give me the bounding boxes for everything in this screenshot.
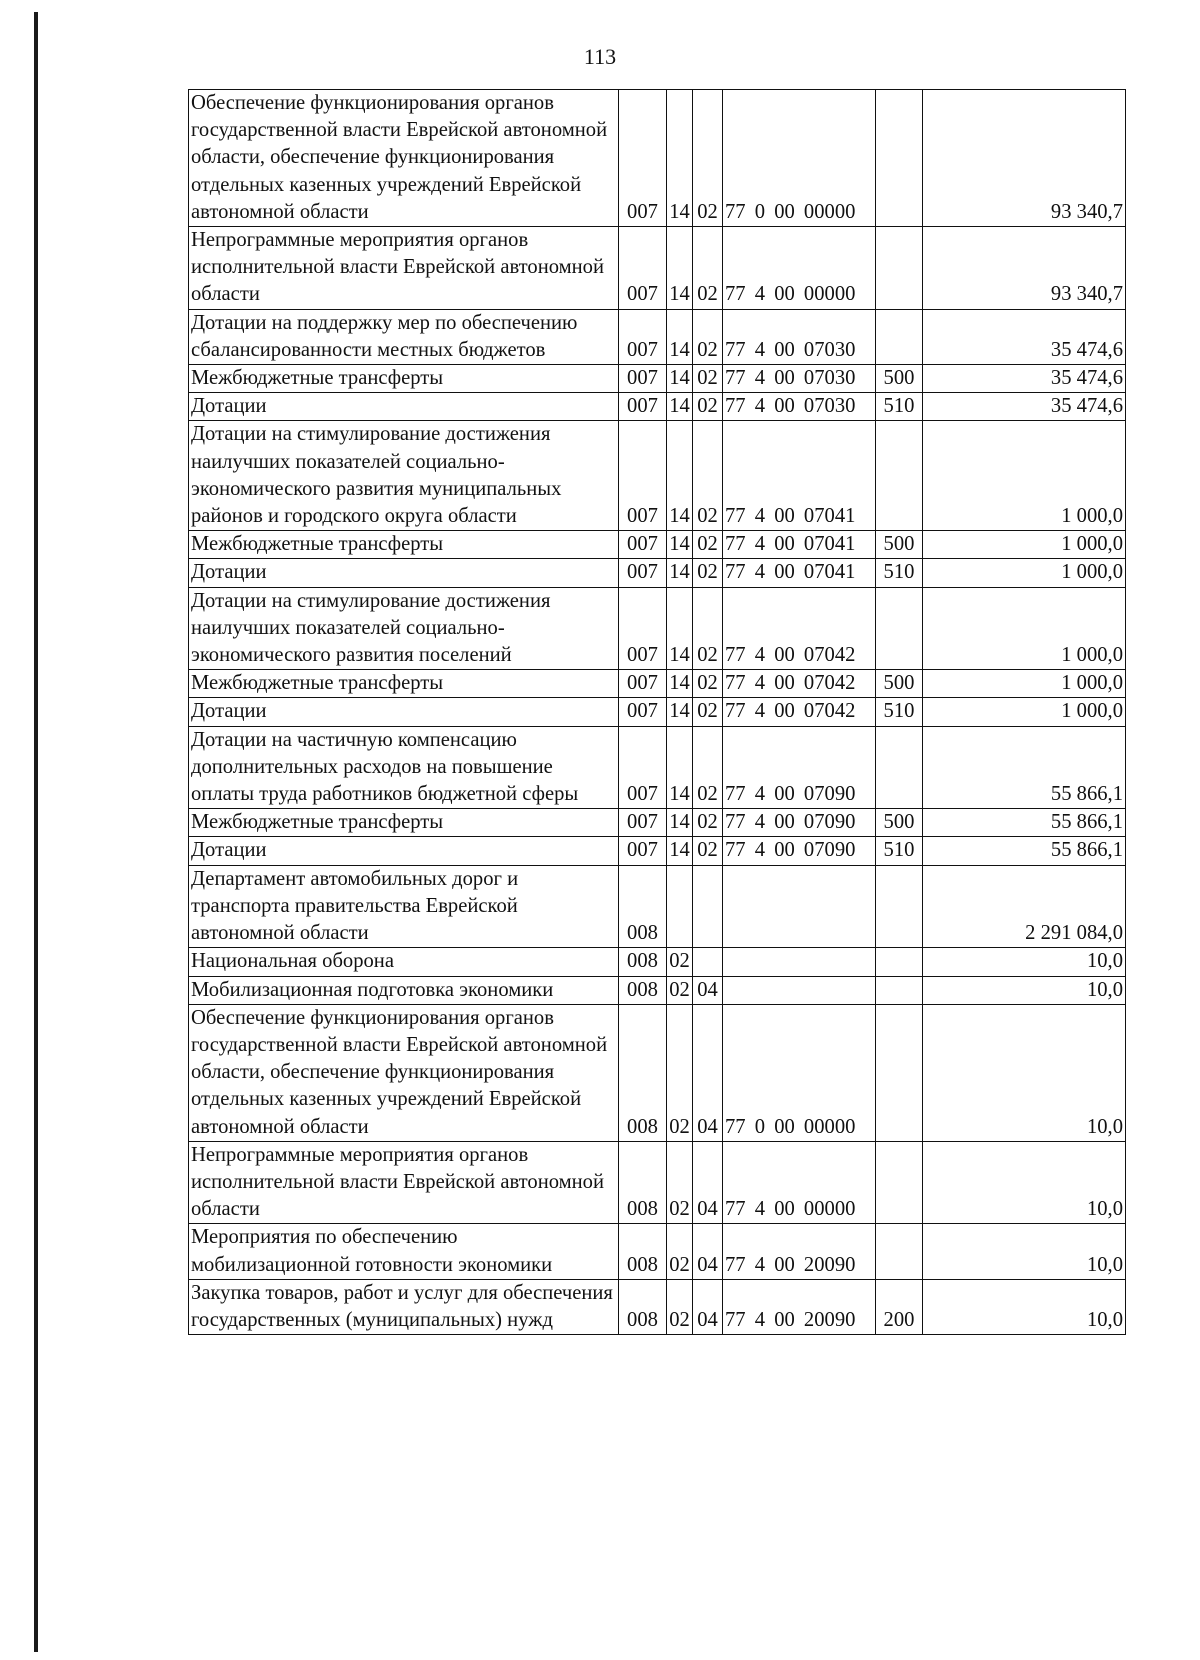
row-subsection-code: 02 (693, 309, 723, 364)
row-expense-type-code: 510 (876, 837, 923, 865)
row-target-code: 77 4 00 07030 (723, 365, 876, 393)
row-section-code: 14 (667, 587, 693, 670)
row-target-code: 77 4 00 20090 (723, 1279, 876, 1334)
table-row (189, 587, 1126, 670)
table-row (189, 837, 1126, 865)
row-target-code: 77 4 00 07090 (723, 837, 876, 865)
row-subsection-code: 02 (693, 393, 723, 421)
row-name: Дотации (189, 393, 619, 421)
row-subsection-code: 02 (693, 698, 723, 726)
row-target-code: 77 4 00 00000 (723, 1141, 876, 1224)
row-department-code: 007 (619, 531, 667, 559)
row-amount: 55 866,1 (923, 726, 1126, 809)
row-amount: 93 340,7 (923, 90, 1126, 227)
row-amount: 10,0 (923, 1141, 1126, 1224)
row-amount: 55 866,1 (923, 809, 1126, 837)
row-target-code: 77 4 00 07042 (723, 698, 876, 726)
table-row (189, 865, 1126, 948)
table-row (189, 421, 1126, 531)
row-target-code: 77 4 00 20090 (723, 1224, 876, 1279)
row-name: Дотации (189, 837, 619, 865)
table-row (189, 1224, 1126, 1279)
row-subsection-code: 02 (693, 559, 723, 587)
row-department-code: 007 (619, 365, 667, 393)
row-target-code: 77 4 00 07030 (723, 309, 876, 364)
row-target-code: 77 0 00 00000 (723, 1004, 876, 1141)
row-section-code: 02 (667, 976, 693, 1004)
row-expense-type-code (876, 865, 923, 948)
row-amount: 1 000,0 (923, 670, 1126, 698)
table-row (189, 227, 1126, 310)
row-name: Непрограммные мероприятия органов исполнительной власти Еврейской автономной области (189, 227, 619, 310)
row-amount: 1 000,0 (923, 587, 1126, 670)
row-department-code: 007 (619, 421, 667, 531)
row-section-code: 02 (667, 1279, 693, 1334)
budget-table (188, 89, 1126, 1335)
row-subsection-code: 02 (693, 227, 723, 310)
row-amount: 10,0 (923, 1004, 1126, 1141)
row-name: Межбюджетные трансферты (189, 531, 619, 559)
table-row (189, 976, 1126, 1004)
row-name: Мобилизационная подготовка экономики (189, 976, 619, 1004)
row-amount: 55 866,1 (923, 837, 1126, 865)
row-subsection-code: 02 (693, 587, 723, 670)
row-section-code: 02 (667, 1224, 693, 1279)
row-target-code: 77 4 00 07042 (723, 670, 876, 698)
row-subsection-code: 04 (693, 1004, 723, 1141)
row-name: Дотации на стимулирование достижения наилучших показателей социально-экономического развития поселений (189, 587, 619, 670)
row-department-code: 007 (619, 670, 667, 698)
row-amount: 1 000,0 (923, 559, 1126, 587)
row-department-code: 007 (619, 90, 667, 227)
row-section-code: 14 (667, 837, 693, 865)
row-department-code: 008 (619, 948, 667, 976)
row-section-code: 14 (667, 421, 693, 531)
table-row (189, 90, 1126, 227)
row-section-code: 14 (667, 726, 693, 809)
row-name: Обеспечение функционирования органов государственной власти Еврейской автономной области, обеспечение функционирования отдельных казенных учреждений Еврейской автономной области (189, 90, 619, 227)
budget-table-body (189, 90, 1126, 1335)
row-department-code: 008 (619, 976, 667, 1004)
row-section-code: 14 (667, 90, 693, 227)
row-section-code: 14 (667, 531, 693, 559)
row-expense-type-code (876, 90, 923, 227)
row-department-code: 007 (619, 726, 667, 809)
row-department-code: 008 (619, 1004, 667, 1141)
row-expense-type-code (876, 227, 923, 310)
row-section-code: 14 (667, 365, 693, 393)
row-section-code: 14 (667, 809, 693, 837)
row-expense-type-code: 510 (876, 698, 923, 726)
row-amount: 35 474,6 (923, 365, 1126, 393)
row-department-code: 008 (619, 1141, 667, 1224)
row-subsection-code: 02 (693, 90, 723, 227)
row-department-code: 008 (619, 865, 667, 948)
row-name: Департамент автомобильных дорог и транспорта правительства Еврейской автономной области (189, 865, 619, 948)
table-row (189, 393, 1126, 421)
row-subsection-code: 02 (693, 421, 723, 531)
row-subsection-code: 02 (693, 531, 723, 559)
row-department-code: 007 (619, 837, 667, 865)
row-target-code: 77 4 00 07041 (723, 559, 876, 587)
row-target-code: 77 0 00 00000 (723, 90, 876, 227)
row-subsection-code: 02 (693, 670, 723, 698)
row-name: Национальная оборона (189, 948, 619, 976)
table-row (189, 559, 1126, 587)
row-amount: 35 474,6 (923, 393, 1126, 421)
row-section-code: 14 (667, 698, 693, 726)
row-expense-type-code: 200 (876, 1279, 923, 1334)
row-section-code: 14 (667, 227, 693, 310)
row-department-code: 008 (619, 1224, 667, 1279)
row-amount: 1 000,0 (923, 531, 1126, 559)
page-number: 113 (583, 44, 617, 69)
scan-edge-line (34, 12, 38, 1652)
row-department-code: 007 (619, 809, 667, 837)
table-row (189, 1279, 1126, 1334)
row-expense-type-code: 510 (876, 559, 923, 587)
table-row (189, 309, 1126, 364)
row-department-code: 007 (619, 559, 667, 587)
row-expense-type-code (876, 1224, 923, 1279)
row-expense-type-code: 510 (876, 393, 923, 421)
row-name: Межбюджетные трансферты (189, 809, 619, 837)
row-subsection-code: 04 (693, 1279, 723, 1334)
row-target-code (723, 948, 876, 976)
row-target-code: 77 4 00 07030 (723, 393, 876, 421)
row-subsection-code: 02 (693, 365, 723, 393)
row-name: Дотации на поддержку мер по обеспечению сбалансированности местных бюджетов (189, 309, 619, 364)
row-expense-type-code (876, 309, 923, 364)
row-section-code: 02 (667, 1141, 693, 1224)
row-subsection-code: 04 (693, 1224, 723, 1279)
row-target-code: 77 4 00 07041 (723, 421, 876, 531)
row-amount: 2 291 084,0 (923, 865, 1126, 948)
row-target-code (723, 865, 876, 948)
row-department-code: 007 (619, 698, 667, 726)
row-expense-type-code (876, 421, 923, 531)
row-subsection-code: 02 (693, 726, 723, 809)
row-target-code: 77 4 00 07090 (723, 726, 876, 809)
row-name: Дотации на частичную компенсацию дополнительных расходов на повышение оплаты труда работников бюджетной сферы (189, 726, 619, 809)
row-name: Обеспечение функционирования органов государственной власти Еврейской автономной области, обеспечение функционирования отдельных казенных учреждений Еврейской автономной области (189, 1004, 619, 1141)
row-section-code: 14 (667, 559, 693, 587)
row-expense-type-code: 500 (876, 809, 923, 837)
row-name: Межбюджетные трансферты (189, 670, 619, 698)
row-target-code: 77 4 00 07042 (723, 587, 876, 670)
table-row (189, 670, 1126, 698)
table-row (189, 809, 1126, 837)
row-amount: 10,0 (923, 1224, 1126, 1279)
row-name: Дотации на стимулирование достижения наилучших показателей социально-экономического развития муниципальных районов и городского округа области (189, 421, 619, 531)
table-row (189, 365, 1126, 393)
row-expense-type-code (876, 948, 923, 976)
row-section-code: 02 (667, 948, 693, 976)
table-row (189, 726, 1126, 809)
row-expense-type-code (876, 976, 923, 1004)
row-expense-type-code: 500 (876, 670, 923, 698)
row-expense-type-code (876, 587, 923, 670)
row-section-code (667, 865, 693, 948)
table-row (189, 1004, 1126, 1141)
row-section-code: 02 (667, 1004, 693, 1141)
row-expense-type-code (876, 1141, 923, 1224)
row-target-code: 77 4 00 00000 (723, 227, 876, 310)
table-row (189, 698, 1126, 726)
row-subsection-code: 02 (693, 809, 723, 837)
table-row (189, 531, 1126, 559)
row-amount: 93 340,7 (923, 227, 1126, 310)
row-name: Дотации (189, 559, 619, 587)
table-row (189, 1141, 1126, 1224)
row-department-code: 007 (619, 587, 667, 670)
row-name: Закупка товаров, работ и услуг для обеспечения государственных (муниципальных) нужд (189, 1279, 619, 1334)
row-expense-type-code (876, 726, 923, 809)
row-subsection-code: 04 (693, 1141, 723, 1224)
row-amount: 1 000,0 (923, 698, 1126, 726)
row-amount: 1 000,0 (923, 421, 1126, 531)
row-amount: 10,0 (923, 948, 1126, 976)
table-row (189, 948, 1126, 976)
row-name: Мероприятия по обеспечению мобилизационной готовности экономики (189, 1224, 619, 1279)
row-expense-type-code (876, 1004, 923, 1141)
row-amount: 10,0 (923, 1279, 1126, 1334)
row-expense-type-code: 500 (876, 365, 923, 393)
row-name: Дотации (189, 698, 619, 726)
row-department-code: 007 (619, 393, 667, 421)
row-section-code: 14 (667, 309, 693, 364)
row-target-code (723, 976, 876, 1004)
row-department-code: 008 (619, 1279, 667, 1334)
row-target-code: 77 4 00 07041 (723, 531, 876, 559)
row-amount: 35 474,6 (923, 309, 1126, 364)
row-subsection-code: 04 (693, 976, 723, 1004)
row-subsection-code (693, 865, 723, 948)
row-name: Непрограммные мероприятия органов исполнительной власти Еврейской автономной области (189, 1141, 619, 1224)
row-subsection-code: 02 (693, 837, 723, 865)
row-subsection-code (693, 948, 723, 976)
row-section-code: 14 (667, 670, 693, 698)
row-section-code: 14 (667, 393, 693, 421)
row-name: Межбюджетные трансферты (189, 365, 619, 393)
row-department-code: 007 (619, 227, 667, 310)
row-target-code: 77 4 00 07090 (723, 809, 876, 837)
row-expense-type-code: 500 (876, 531, 923, 559)
row-amount: 10,0 (923, 976, 1126, 1004)
row-department-code: 007 (619, 309, 667, 364)
